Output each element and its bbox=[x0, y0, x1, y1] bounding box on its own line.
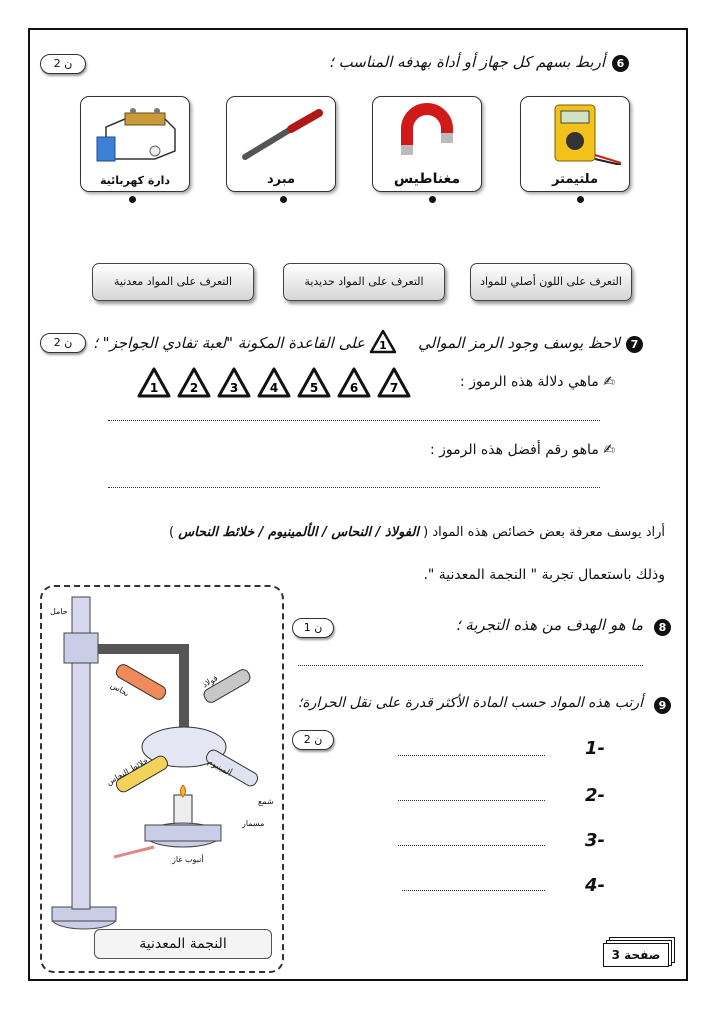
q9-points-badge: 2 ن bbox=[292, 730, 334, 750]
recycle-symbol-icon bbox=[336, 366, 372, 400]
q6-points-badge: 2 ن bbox=[40, 54, 86, 74]
nail-label: مسمار bbox=[242, 819, 265, 828]
answer-line-meaning[interactable] bbox=[108, 420, 600, 421]
magnet-icon bbox=[377, 101, 477, 165]
q9-question: أرتب هذه المواد حسب المادة الأكثر قدرة على نقل الحرارة؛ bbox=[297, 695, 643, 711]
q7-instruction-part2: على القاعدة المكونة "لعبة تفادي الجواجز" ؛ bbox=[93, 334, 365, 352]
svg-text:2: 2 bbox=[189, 381, 199, 395]
recycle-symbol-icon bbox=[296, 366, 332, 400]
recycle-symbol-icon bbox=[216, 366, 252, 400]
svg-text:1: 1 bbox=[379, 339, 387, 352]
device-label-circuit: دارة كهربائية bbox=[99, 174, 171, 187]
stand-label: حامل bbox=[50, 607, 68, 616]
option-iron-materials[interactable]: التعرف على المواد حديدية bbox=[283, 263, 445, 301]
svg-text:4: 4 bbox=[269, 381, 279, 395]
intro-line-1 bbox=[169, 525, 665, 540]
metal-star-illustration bbox=[44, 589, 280, 969]
device-card-file bbox=[226, 96, 336, 192]
connector-dot[interactable] bbox=[280, 196, 287, 203]
rank-answer-line[interactable] bbox=[398, 845, 545, 846]
file-tool-icon bbox=[231, 101, 331, 165]
rank-label: 3- bbox=[585, 830, 605, 851]
device-label-multimeter: ملتيمتر bbox=[551, 172, 599, 187]
intro-suffix: ) bbox=[169, 525, 175, 540]
question-number-6: 6 bbox=[612, 55, 629, 72]
page-number-badge bbox=[603, 937, 675, 965]
q7-prompt-meaning: ✍ ماهي دلالة هذه الرموز : bbox=[460, 374, 615, 390]
multimeter-icon bbox=[525, 101, 625, 165]
q8-question: ما هو الهدف من هذه التجربة ؛ bbox=[455, 616, 643, 634]
device-card-magnet bbox=[372, 96, 482, 192]
svg-text:1: 1 bbox=[149, 381, 159, 395]
rank-label: 4- bbox=[585, 875, 605, 896]
figure-caption: النجمة المعدنية bbox=[94, 929, 272, 959]
arm-label: خلائط النحاس bbox=[104, 755, 150, 788]
wax-label: شمع bbox=[258, 797, 274, 806]
option-metallic-materials[interactable]: التعرف على المواد معدنية bbox=[92, 263, 254, 301]
q7-points-badge: 2 ن bbox=[40, 333, 86, 353]
q8-points-badge: 1 ن bbox=[292, 618, 334, 638]
svg-text:3: 3 bbox=[229, 381, 239, 395]
q7-prompt-best: ✍ ماهو رقم أفضل هذه الرموز : bbox=[429, 442, 615, 458]
question-number-7: 7 bbox=[626, 336, 643, 353]
arm-label: نحاس bbox=[109, 680, 131, 699]
recycle-symbol-icon bbox=[256, 366, 292, 400]
answer-line-goal[interactable] bbox=[298, 665, 643, 666]
device-card-circuit bbox=[80, 96, 190, 192]
question-number-9: 9 bbox=[654, 697, 671, 714]
intro-materials: الفولاذ / النحاس / الألمينيوم / خلائط النحاس bbox=[178, 525, 419, 540]
connector-dot[interactable] bbox=[577, 196, 584, 203]
intro-line-2: وذلك باستعمال تجربة " النجمة المعدنية ". bbox=[423, 567, 665, 583]
device-label-magnet: مغناطيس bbox=[393, 171, 461, 187]
recycle-symbol-icon bbox=[136, 366, 172, 400]
circuit-icon bbox=[85, 101, 185, 165]
rank-label: 2- bbox=[585, 785, 605, 806]
rank-label: 1- bbox=[585, 738, 605, 759]
option-original-color[interactable]: التعرف على اللون أصلي للمواد bbox=[470, 263, 632, 301]
intro-prefix: أراد يوسف معرفة بعض خصائص هذه المواد ( bbox=[423, 525, 665, 540]
recycling-symbols-row bbox=[136, 366, 412, 400]
q6-instruction: أربط بسهم كل جهاز أو أداة بهدفه المناسب ؛ bbox=[329, 53, 605, 71]
metal-star-figure bbox=[40, 585, 284, 973]
arm-label: ألمينيوم bbox=[206, 757, 234, 778]
q7-instruction-part1: لاحظ يوسف وجود الرمز الموالي bbox=[418, 334, 620, 352]
rank-answer-line[interactable] bbox=[398, 755, 545, 756]
svg-text:7: 7 bbox=[389, 381, 399, 395]
device-label-file: مبرد bbox=[266, 172, 296, 187]
recycle-symbol-icon bbox=[376, 366, 412, 400]
device-card-multimeter bbox=[520, 96, 630, 192]
recycle-symbol-icon bbox=[368, 328, 398, 356]
question-number-8: 8 bbox=[654, 619, 671, 636]
connector-dot[interactable] bbox=[129, 196, 136, 203]
rank-answer-line[interactable] bbox=[398, 800, 545, 801]
answer-line-best[interactable] bbox=[108, 487, 600, 488]
arm-label: فولاذ bbox=[200, 673, 220, 690]
gas-label: أنبوب غاز bbox=[172, 855, 204, 864]
rank-answer-line[interactable] bbox=[402, 890, 545, 891]
svg-text:5: 5 bbox=[309, 381, 319, 395]
connector-dot[interactable] bbox=[429, 196, 436, 203]
recycle-symbol-icon bbox=[176, 366, 212, 400]
svg-text:6: 6 bbox=[349, 381, 359, 395]
page-number-label: صفحة 3 bbox=[603, 943, 669, 967]
